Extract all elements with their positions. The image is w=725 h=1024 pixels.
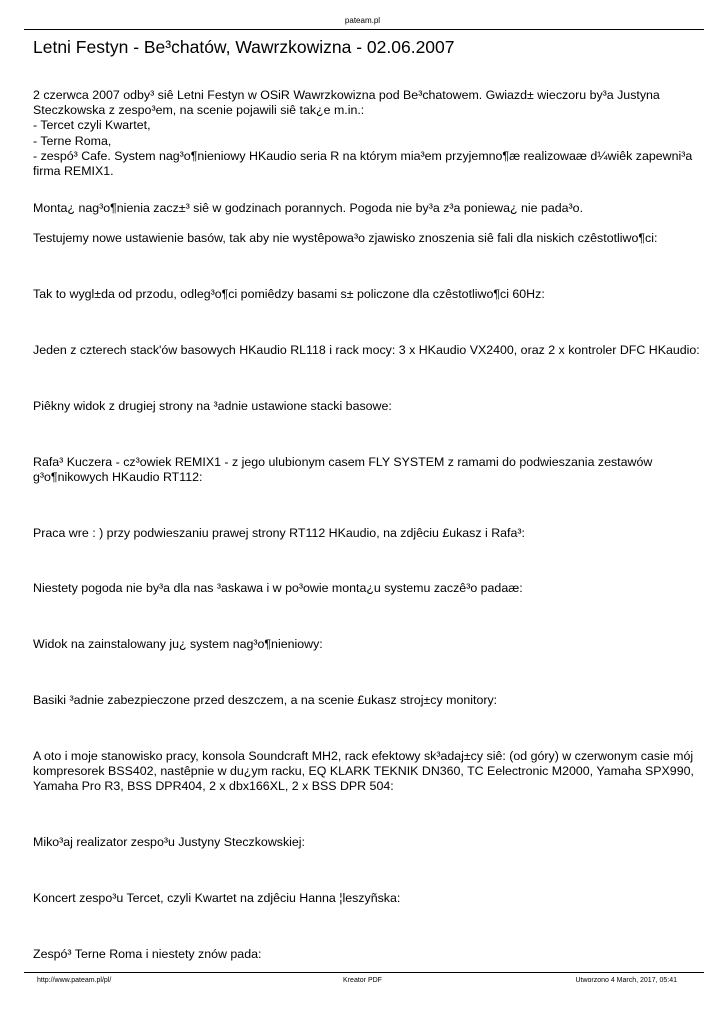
paragraph-tercet-concert: Koncert zespo³u Tercet, czyli Kwartet na zdjêciu Hanna ¦leszyñska: — [33, 891, 401, 905]
paragraph-setup-morning: Monta¿ nag³o¶nienia zacz±³ siê w godzinach porannych. Pogoda nie by³a z³a poniewa¿ nie pada³o. — [33, 201, 584, 215]
paragraph-monitors: Basiki ³adnie zabezpieczone przed deszczem, a na scenie £ukasz stroj±cy monitory: — [33, 693, 498, 707]
footer-url-link[interactable]: http://www.pateam.pl/pl/ — [37, 977, 112, 984]
paragraph-bass-test: Testujemy nowe ustawienie basów, tak aby nie wystêpowa³o zjawisko znoszenia siê fali dla niskich czêstotliwo¶ci: — [33, 231, 658, 245]
paragraph-intro: 2 czerwca 2007 odby³ siê Letni Festyn w OSiR Wawrzkowizna pod Be³chatowem. Gwiazd± wieczoru by³a Justyna Steczkowska z zespo³em, na scenie pojawili siê tak¿e m.in.: - Tercet czyli Kwartet, - Terne Roma, - zespó³ Cafe. System nag³o¶nieniowy HKaudio seria R na którym mia³em przyjemno¶æ realizowaæ d¼wiêk zapewni³a firma REMIX1. — [33, 88, 693, 179]
paragraph-workstation: A oto i moje stanowisko pracy, konsola Soundcraft MH2, rack efektowy sk³adaj±cy siê: (od góry) w czerwonym casie mój kompresorek BSS402, nastêpnie w du¿ym racku, EQ KLARK TEKNIK DN360, TC Eelectronic M2000, Yamaha SPX990, Yamaha Pro R3, BSS DPR404, 2 x dbx166XL, 2 x BSS DPR 504: — [33, 749, 694, 794]
paragraph-rafal: Rafa³ Kuczera - cz³owiek REMIX1 - z jego ulubionym casem FLY SYSTEM z ramami do podwieszania zestawów g³o¶nikowych HKaudio RT112: — [33, 455, 653, 485]
paragraph-bass-stack: Jeden z czterech stack'ów basowych HKaudio RL118 i rack mocy: 3 x HKaudio VX2400, oraz 2 x kontroler DFC HKaudio: — [33, 343, 700, 357]
paragraph-mikolaj: Miko³aj realizator zespo³u Justyny Steczkowskiej: — [33, 835, 306, 849]
footer-divider — [24, 972, 704, 973]
header-divider — [24, 29, 704, 30]
footer-created-date: Utworzono 4 March, 2017, 05:41 — [575, 977, 677, 984]
paragraph-rain: Niestety pogoda nie by³a dla nas ³askawa i w po³owie monta¿u systemu zaczê³o padaæ: — [33, 581, 523, 595]
article-title: Letni Festyn - Be³chatów, Wawrzkowizna - 02.06.2007 — [33, 37, 455, 57]
paragraph-system-installed: Widok na zainstalowany ju¿ system nag³o¶nieniowy: — [33, 637, 323, 651]
paragraph-rigging: Praca wre : ) przy podwieszaniu prawej strony RT112 HKaudio, na zdjêciu £ukasz i Rafa³: — [33, 526, 525, 540]
paragraph-other-side: Piêkny widok z drugiej strony na ³adnie ustawione stacki basowe: — [33, 399, 392, 413]
page-header-site: pateam.pl — [344, 16, 381, 25]
paragraph-terne-roma: Zespó³ Terne Roma i niestety znów pada: — [33, 947, 262, 961]
footer-creator: Kreator PDF — [343, 977, 382, 984]
paragraph-front-view: Tak to wygl±da od przodu, odleg³o¶ci pomiêdzy basami s± policzone dla czêstotliwo¶ci 60Hz: — [33, 287, 545, 301]
